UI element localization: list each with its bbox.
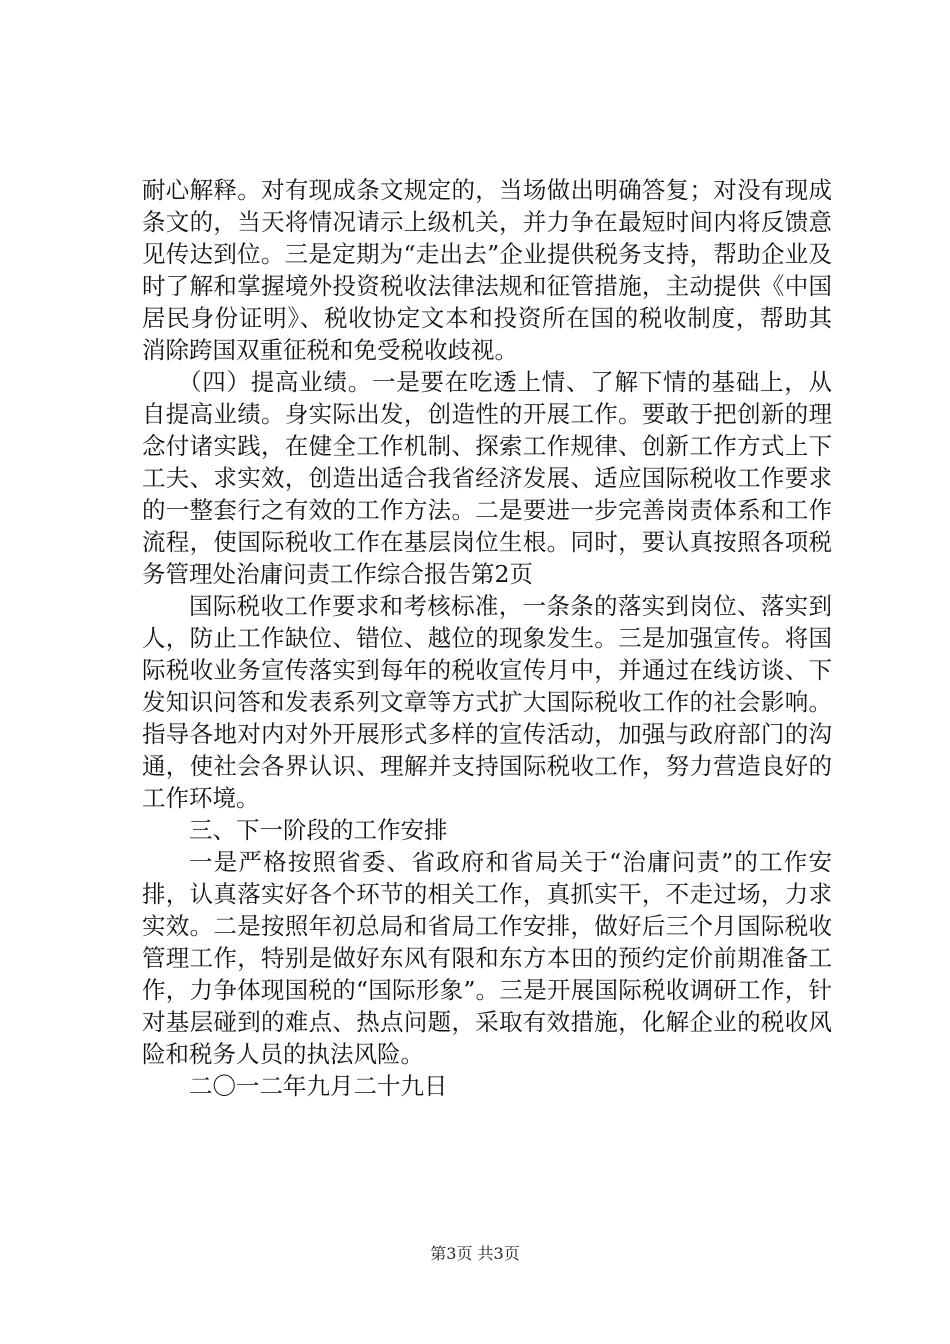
section-heading-next-stage: 三、下一阶段的工作安排	[189, 816, 448, 844]
paragraph-section-four: （四）提高业绩。一是要在吃透上情、了解下情的基础上，从自提高业绩。身实际出发，创造性的开展工作。要敢于把创新的理念付诸实践，在健全工作机制、探索工作规律、创新工作方式上下工夫、求实效，创造出适合我省经济发展、适应国际税收工作要求的一整套行之有效的工作方法。二是要进一步完善岗责体系和工作流程，使国际税收工作在基层岗位生根。同时，要认真按照各项税务管理处治庸问责工作综合报告第2页	[142, 368, 832, 588]
paragraph-publicity: 国际税收工作要求和考核标准，一条条的落实到岗位、落实到人，防止工作缺位、错位、越位的现象发生。三是加强宣传。将国际税收业务宣传落实到每年的税收宣传月中，并通过在线访谈、下发知识问答和发表系列文章等方式扩大国际税收工作的社会影响。指导各地对内对外开展形式多样的宣传活动，加强与政府部门的沟通，使社会各界认识、理解并支持国际税收工作，努力营造良好的工作环境。	[142, 592, 832, 812]
document-date: 二〇一二年九月二十九日	[189, 1072, 448, 1100]
document-body	[142, 174, 832, 1102]
paragraph-continuation: 耐心解释。对有现成条文规定的，当场做出明确答复；对没有现成条文的，当天将情况请示上级机关，并力争在最短时间内将反馈意见传达到位。三是定期为“走出去”企业提供税务支持，帮助企业及时了解和掌握境外投资税收法律法规和征管措施，主动提供《中国居民身份证明》、税收协定文本和投资所在国的税收制度，帮助其消除跨国双重征税和免受税收歧视。	[142, 176, 832, 364]
paragraph-next-stage: 一是严格按照省委、省政府和省局关于“治庸问责”的工作安排，认真落实好各个环节的相关工作，真抓实干，不走过场，力求实效。二是按照年初总局和省局工作安排，做好后三个月国际税收管理工作，特别是做好东风有限和东方本田的预约定价前期准备工作，力争体现国税的“国际形象”。三是开展国际税收调研工作，针对基层碰到的难点、热点问题，采取有效措施，化解企业的税收风险和税务人员的执法风险。	[142, 848, 832, 1068]
page-number-footer: 第3页 共3页	[430, 1244, 520, 1263]
